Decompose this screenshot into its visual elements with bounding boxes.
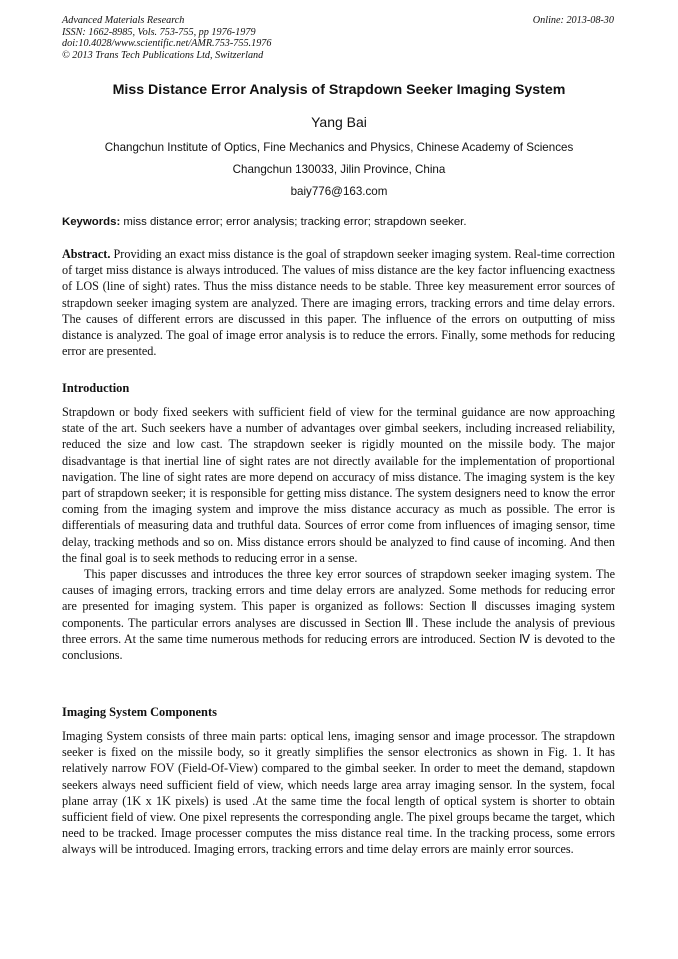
imaging-system-heading: Imaging System Components	[62, 705, 217, 719]
journal-header	[62, 15, 614, 61]
introduction-heading: Introduction	[62, 381, 130, 395]
keywords-text: miss distance error; error analysis; tracking error; strapdown seeker.	[120, 216, 467, 228]
imaging-system-section	[62, 728, 615, 858]
journal-name: Advanced Materials Research	[62, 15, 185, 26]
affiliation-institute: Changchun Institute of Optics, Fine Mechanics and Physics, Chinese Academy of Sciences	[104, 141, 574, 154]
introduction-paragraph-1: Strapdown or body fixed seekers with sufficient field of view for the terminal guidance are now approaching state of the art. Such seekers have a number of advantages over gimbal seekers, including increased reliability, reduced the size and low cast. The strapdown seeker is rigidly mounted on the missile body. The major disadvantage is that inertial line of sight rates are not directly available for the implementation of proportional navigation. The line of sight rates are more depend on accuracy of miss distance. The imaging system is the key part of strapdown seeker; it is responsible for getting miss distance. The system designers need to know the error coming from the imaging system and improve the miss distance accuracy as much as possible. The error is differentials of measuring data and truthful data. Sources of error come from influences of imaging sensor, time delay, tracking methods and so on. Miss distance errors should be analyzed to find cause of incoming. And then the final goal is to seek methods to reducing error in a sense.	[62, 405, 615, 565]
imaging-system-paragraph-1: Imaging System consists of three main parts: optical lens, imaging sensor and image processor. The strapdown seeker is fixed on the missile body, so it greatly simplifies the sensor electronics as shown in Fig. 1. It has relatively narrow FOV (Field-Of-View) compared to the gimbal seeker. In order to meet the demand, stapdown seekers always need sufficient field of view, which needs large area array imaging sensor. In the system, focal plane array (1K x 1K pixels) is used .At the same time the focal length of optical system is shorter to obtain sufficient field of view. One pixel represents the corresponding angle. The pixel groups became the target, which need to be tracked. Image processer computes the miss distance real time. In the tracking process, some errors always will be introduced. Imaging errors, tracking errors and time delay errors are mainly error sources.	[62, 729, 615, 857]
copyright-line: © 2013 Trans Tech Publications Ltd, Switzerland	[62, 49, 264, 61]
issn-line: ISSN: 1662-8985, Vols. 753-755, pp 1976-1979	[62, 26, 256, 38]
doi-line: doi:10.4028/www.scientific.net/AMR.753-755.1976	[62, 38, 272, 49]
affiliation-address: Changchun 130033, Jilin Province, China	[232, 163, 446, 176]
keywords-label: Keywords:	[62, 216, 121, 228]
affiliation-block	[40, 137, 638, 203]
author-email: baiy776@163.com	[290, 185, 388, 198]
keywords-line	[62, 216, 616, 228]
paper-title: Miss Distance Error Analysis of Strapdown Seeker Imaging System	[112, 82, 566, 98]
author-name: Yang Bai	[311, 114, 367, 130]
abstract-label: Abstract.	[62, 247, 111, 261]
introduction-paragraph-2: This paper discusses and introduces the three key error sources of strapdown seeker imaging system. The causes of imaging errors, tracking errors and time delay errors are analyzed. Some methods for reducing error are presented for imaging system. This paper is organized as follows: Section Ⅱ discusses imaging system components. The particular errors analyses are discussed in Section Ⅲ. These include the analysis of previous three errors. At the same time numerous methods for reducing errors are introduced. Section Ⅳ is devoted to the conclusions.	[62, 567, 615, 663]
online-date: Online: 2013-08-30	[532, 15, 614, 26]
introduction-section	[62, 404, 615, 663]
abstract-paragraph	[62, 246, 615, 359]
abstract-text: Providing an exact miss distance is the goal of strapdown seeker imaging system. Real-time correction of target miss distance is always introduced. The values of miss distance are the key factor influencing exactness of LOS (line of sight) rates. Thus the miss distance needs to be stable. Three key measurement error sources of strapdown seeker imaging system are analyzed. There are imaging errors, tracking errors and time delay errors. The causes of different errors are discussed in this paper. The influence of the errors on outputting of miss distance is analyzed. The goal of image error analysis is to reduce the errors. Finally, some methods for reducing error are presented.	[62, 247, 615, 359]
